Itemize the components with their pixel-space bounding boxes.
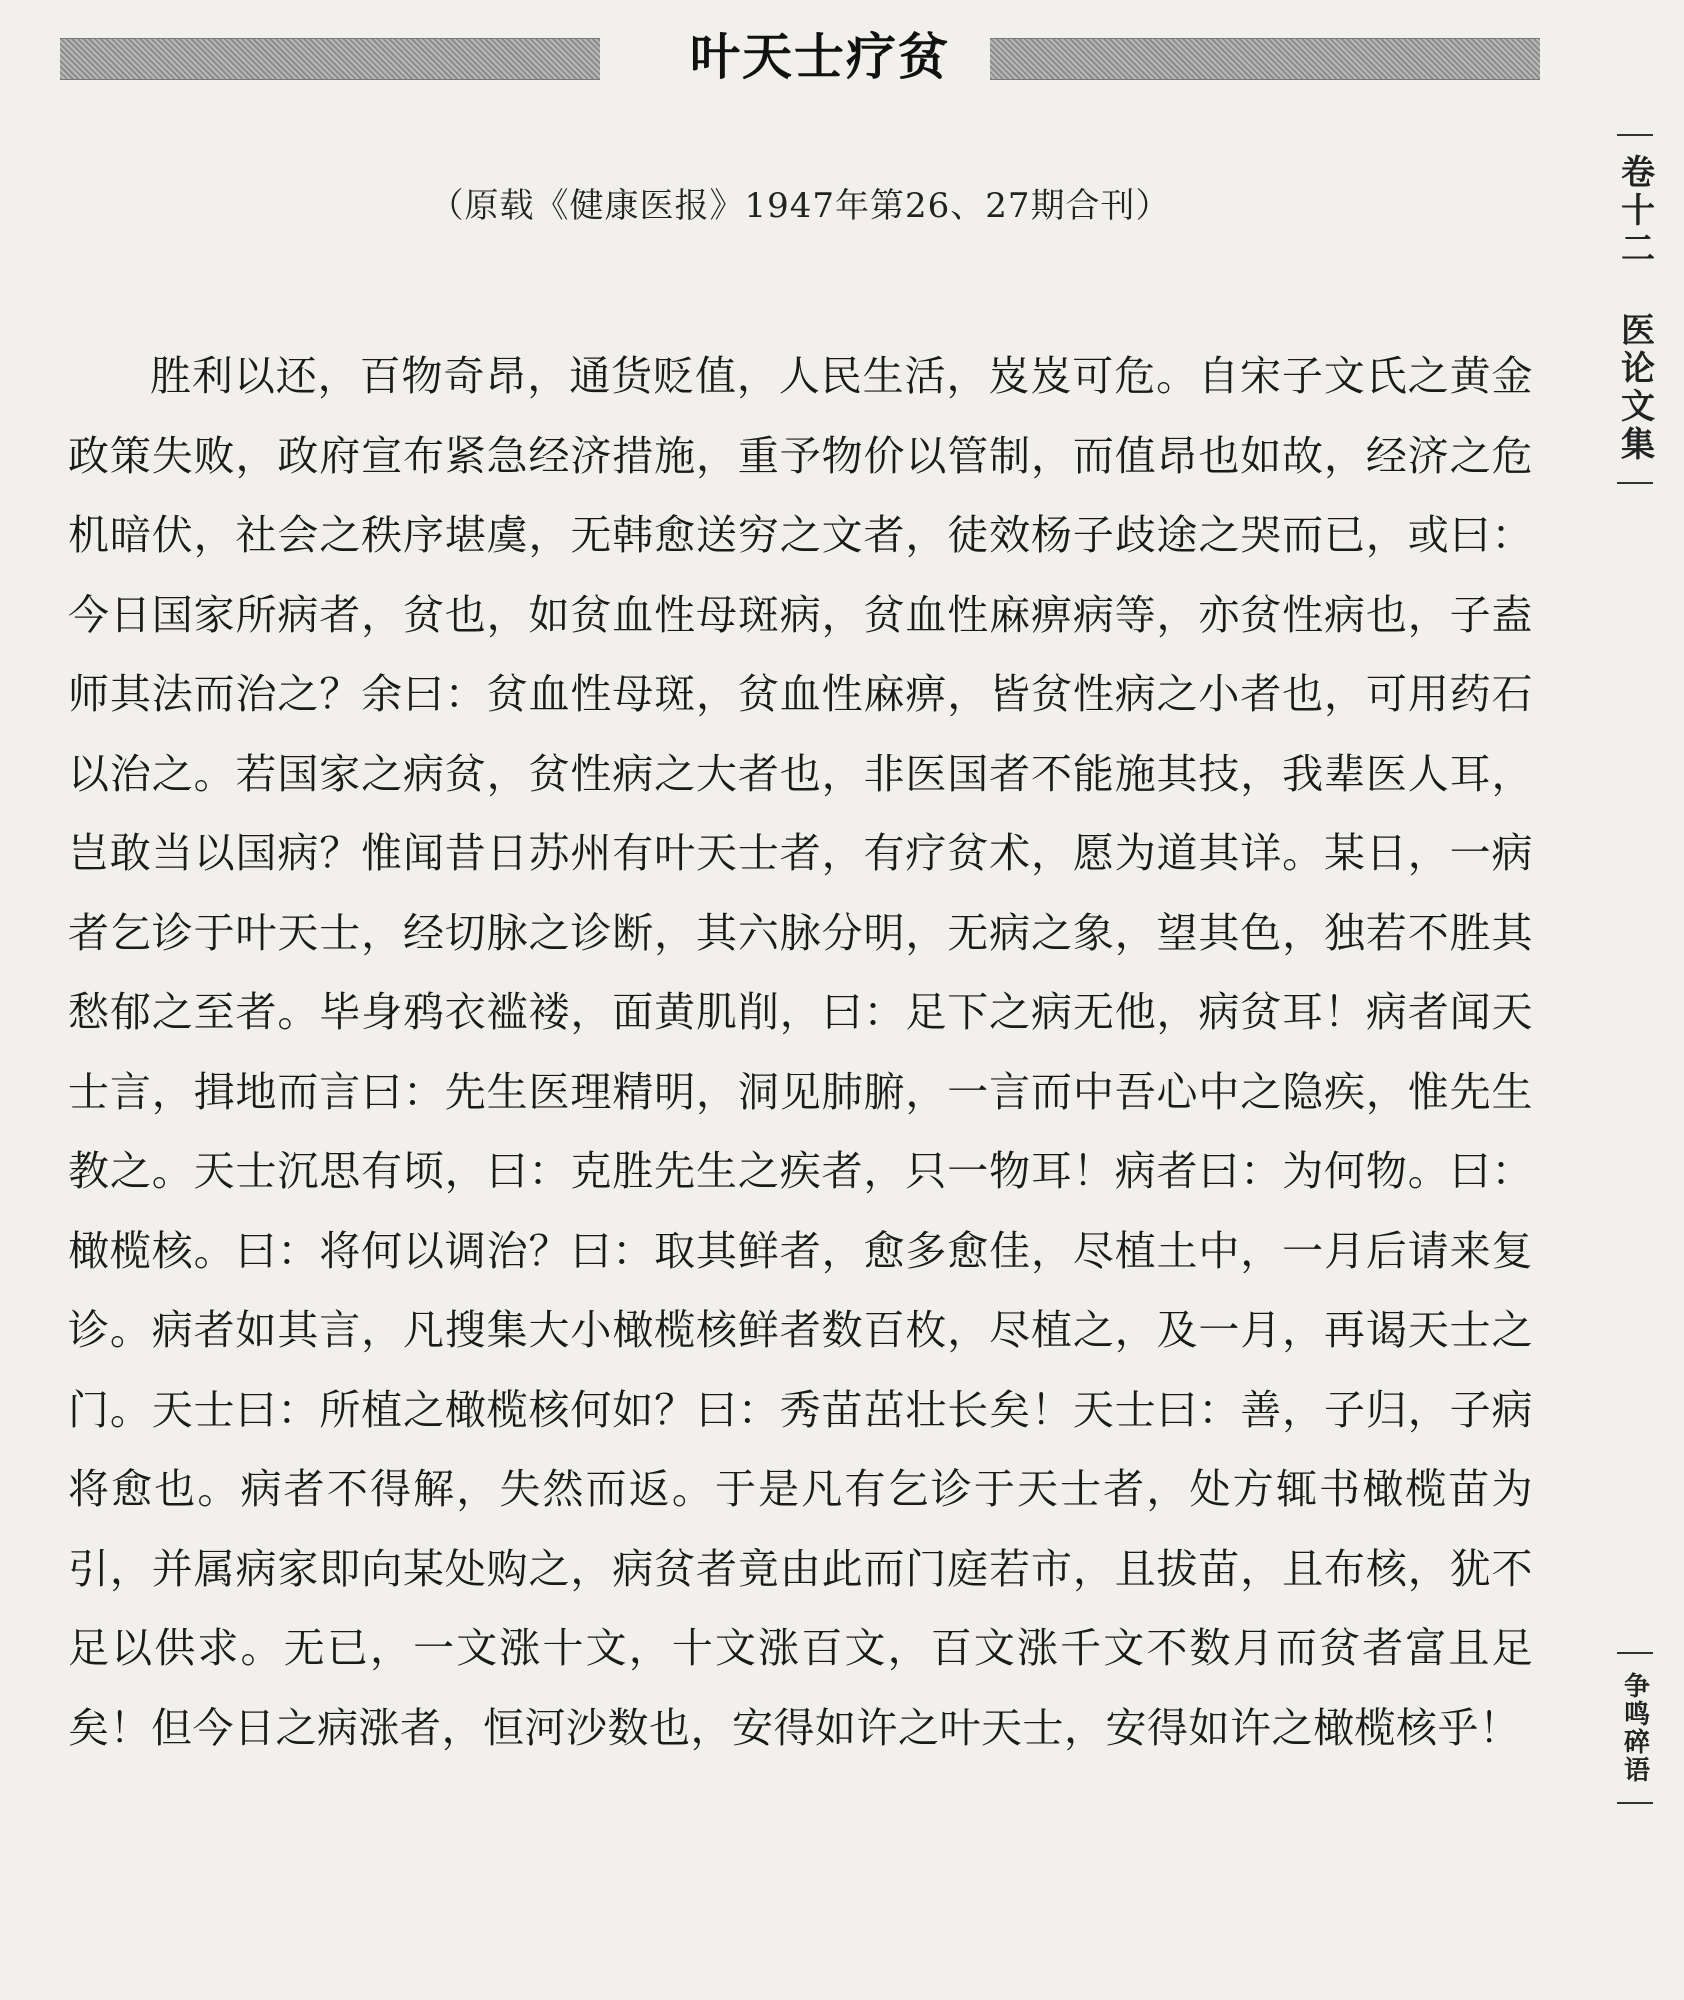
article-title: 叶天士疗贫 bbox=[690, 28, 950, 86]
source-note: （原载《健康医报》1947年第26、27期合刊） bbox=[429, 186, 1171, 226]
section-label-text: 争鸣碎语 bbox=[1619, 1672, 1650, 1784]
title-band-right-decoration bbox=[990, 38, 1540, 80]
title-banner bbox=[60, 28, 1540, 86]
section-rule-bottom bbox=[1617, 1802, 1653, 1804]
section-rule-top bbox=[1617, 1652, 1653, 1654]
article-body: 胜利以还，百物奇昂，通货贬值，人民生活，岌岌可危。自宋子文氏之黄金政策失败，政府宣布紧急经济措施，重予物价以管制，而值昂也如故，经济之危机暗伏，社会之秩序堪虞，无韩愈送穷之文者，徒效杨子歧途之哭而已，或曰：今日国家所病者，贫也，如贫血性母斑病，贫血性麻痹病等，亦贫性病也，子盍师其法而治之？余曰：贫血性母斑，贫血性麻痹，皆贫性病之小者也，可用药石以治之。若国家之病贫，贫性病之大者也，非医国者不能施其技，我辈医人耳，岂敢当以国病？惟闻昔日苏州有叶天士者，有疗贫术，愿为道其详。某日，一病者乞诊于叶天士，经切脉之诊断，其六脉分明，无病之象，望其色，独若不胜其愁郁之至者。毕身鸦衣褴褛，面黄肌削，曰：足下之病无他，病贫耳！病者闻天士言，揖地而言曰：先生医理精明，洞见肺腑，一言而中吾心中之隐疾，惟先生教之。天士沉思有顷，曰：克胜先生之疾者，只一物耳！病者曰：为何物。曰：橄榄核。曰：将何以调治？曰：取其鲜者，愈多愈佳，尽植土中，一月后请来复诊。病者如其言，凡搜集大小橄榄核鲜者数百枚，尽植之，及一月，再谒天士之门。天士曰：所植之橄榄核何如？曰：秀苗茁壮长矣！天士曰：善，子归，子病将愈也。病者不得解，失然而返。于是凡有乞诊于天士者，处方辄书橄榄苗为引，并属病家即向某处购之，病贫者竟由此而门庭若市，且拔苗，且布核，犹不足以供求。无已，一文涨十文，十文涨百文，百文涨千文不数月而贫者富且足矣！但今日之病涨者，恒河沙数也，安得如许之叶天士，安得如许之橄榄核乎！ bbox=[68, 352, 1533, 1752]
side-section-label bbox=[1610, 1652, 1660, 1804]
side-volume-label bbox=[1610, 134, 1660, 484]
side-rule-bottom bbox=[1617, 482, 1653, 484]
title-band-left-decoration bbox=[60, 38, 600, 80]
volume-label-text: 卷十二 医论文集 bbox=[1614, 154, 1655, 464]
side-rule-top bbox=[1617, 134, 1653, 136]
